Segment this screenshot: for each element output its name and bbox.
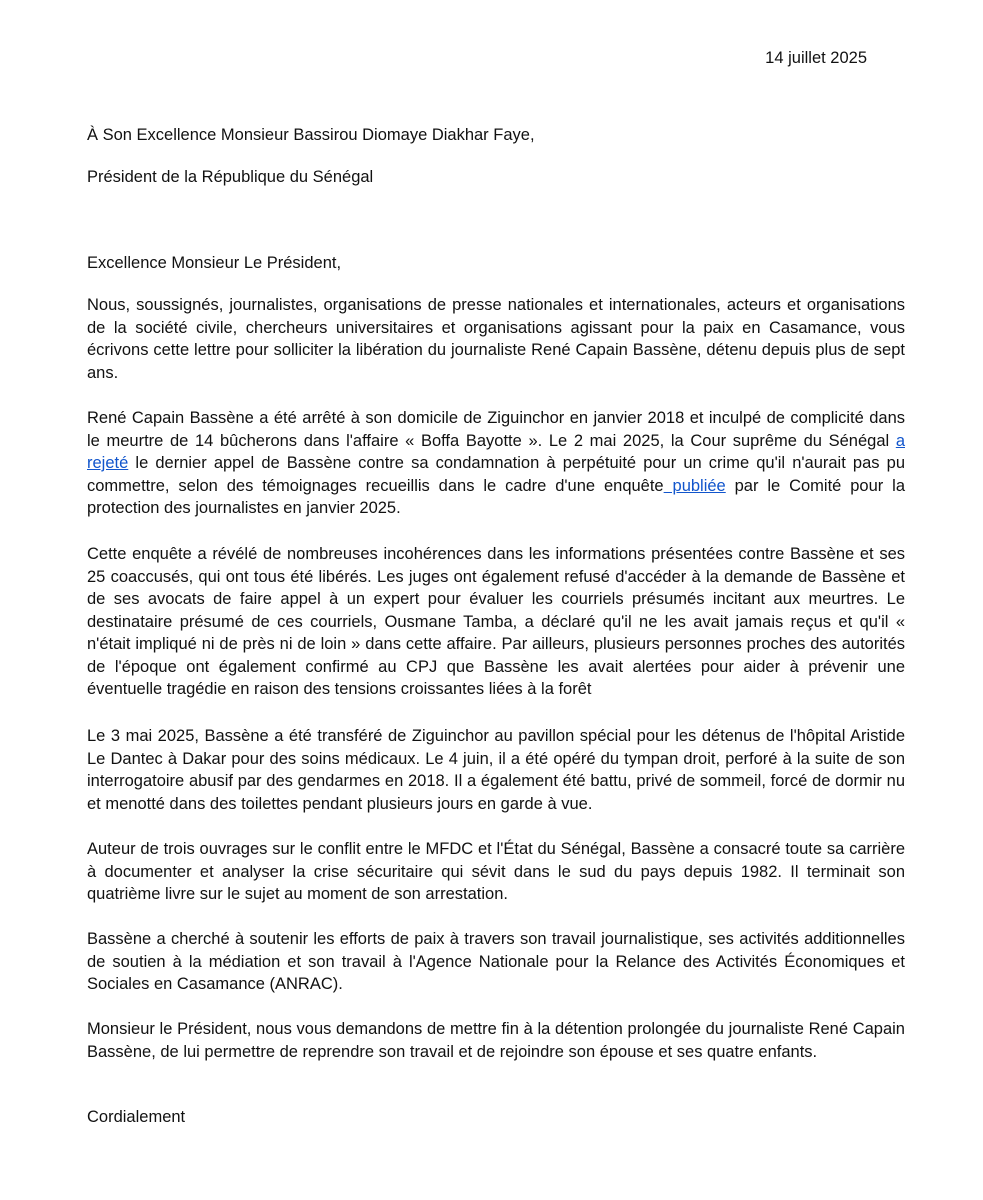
recipient-title: Président de la République du Sénégal [87, 168, 374, 186]
letter-date: 14 juillet 2025 [765, 49, 867, 67]
paragraph-5: Auteur de trois ouvrages sur le conflit entre le MFDC et l'État du Sénégal, Bassène a consacré toute sa carrière à documenter et analyser la crise sécuritaire qui sévit dans le sud du pays depuis 1982. Il terminait son quatrième livre sur le sujet au moment de son arrestation. [87, 840, 905, 903]
paragraph-4: Le 3 mai 2025, Bassène a été transféré de Ziguinchor au pavillon spécial pour les détenus de l'hôpital Aristide Le Dantec à Dakar pour des soins médicaux. Le 4 juin, il a été opéré du tympan droit, perforé à la suite de son interrogatoire abusif par des gendarmes en 2018. Il a également été battu, privé de sommeil, forcé de dormir nu et menotté dans des toilettes pendant plusieurs jours en garde à vue. [87, 727, 905, 813]
paragraph-3: Cette enquête a révélé de nombreuses incohérences dans les informations présentées contre Bassène et ses 25 coaccusés, qui ont tous été libérés. Les juges ont également refusé d'accéder à la demande de Bassène et de ses avocats de faire appel à un expert pour évaluer les courriels présumés incitant aux meurtres. Le destinataire présumé de ces courriels, Ousmane Tamba, a déclaré qu'il ne les avait jamais reçus et qu'il « n'était impliqué ni de près ni de loin » dans cette affaire. Par ailleurs, plusieurs personnes proches des autorités de l'époque ont également confirmé au CPJ que Bassène les avait alertées pour aider à prévenir une éventuelle tragédie en raison des tensions croissantes liées à la forêt [87, 545, 905, 698]
paragraph-2-part-1: René Capain Bassène a été arrêté à son domicile de Ziguinchor en janvier 2018 et inculpé de complicité dans le meurtre de 14 bûcherons dans l'affaire « Boffa Bayotte ». Le 2 mai 2025, la Cour suprême du Sénégal [87, 409, 905, 450]
rejected-link[interactable]: a rejeté [87, 431, 905, 472]
closing: Cordialement [87, 1108, 186, 1126]
published-link[interactable]: publiée [663, 476, 726, 495]
paragraph-2-part-2: le dernier appel de Bassène contre sa condamnation à perpétuité pour un crime qu'il n'aurait pas pu commettre, selon des témoignages recueillis dans le cadre d'une enquête [87, 454, 905, 495]
paragraph-7: Monsieur le Président, nous vous demandons de mettre fin à la détention prolongée du journaliste René Capain Bassène, de lui permettre de reprendre son travail et de rejoindre son épouse et ses quatre enfants. [87, 1020, 905, 1061]
paragraph-2 [87, 407, 905, 520]
paragraph-6: Bassène a cherché à soutenir les efforts de paix à travers son travail journalistique, ses activités additionnelles de soutien à la médiation et son travail à l'Agence Nationale pour la Relance des Activités Économiques et Sociales en Casamance (ANRAC). [87, 930, 905, 993]
salutation: Excellence Monsieur Le Président, [87, 254, 342, 272]
paragraph-1: Nous, soussignés, journalistes, organisations de presse nationales et internationales, acteurs et organisations de la société civile, chercheurs universitaires et organisations agissant pour la paix en Casamance, vous écrivons cette lettre pour solliciter la libération du journaliste René Capain Bassène, détenu depuis plus de sept ans. [87, 296, 905, 382]
paragraph-2-part-3: par le Comité pour la protection des journalistes en janvier 2025. [87, 476, 905, 517]
recipient-name: À Son Excellence Monsieur Bassirou Diomaye Diakhar Faye, [87, 126, 535, 144]
